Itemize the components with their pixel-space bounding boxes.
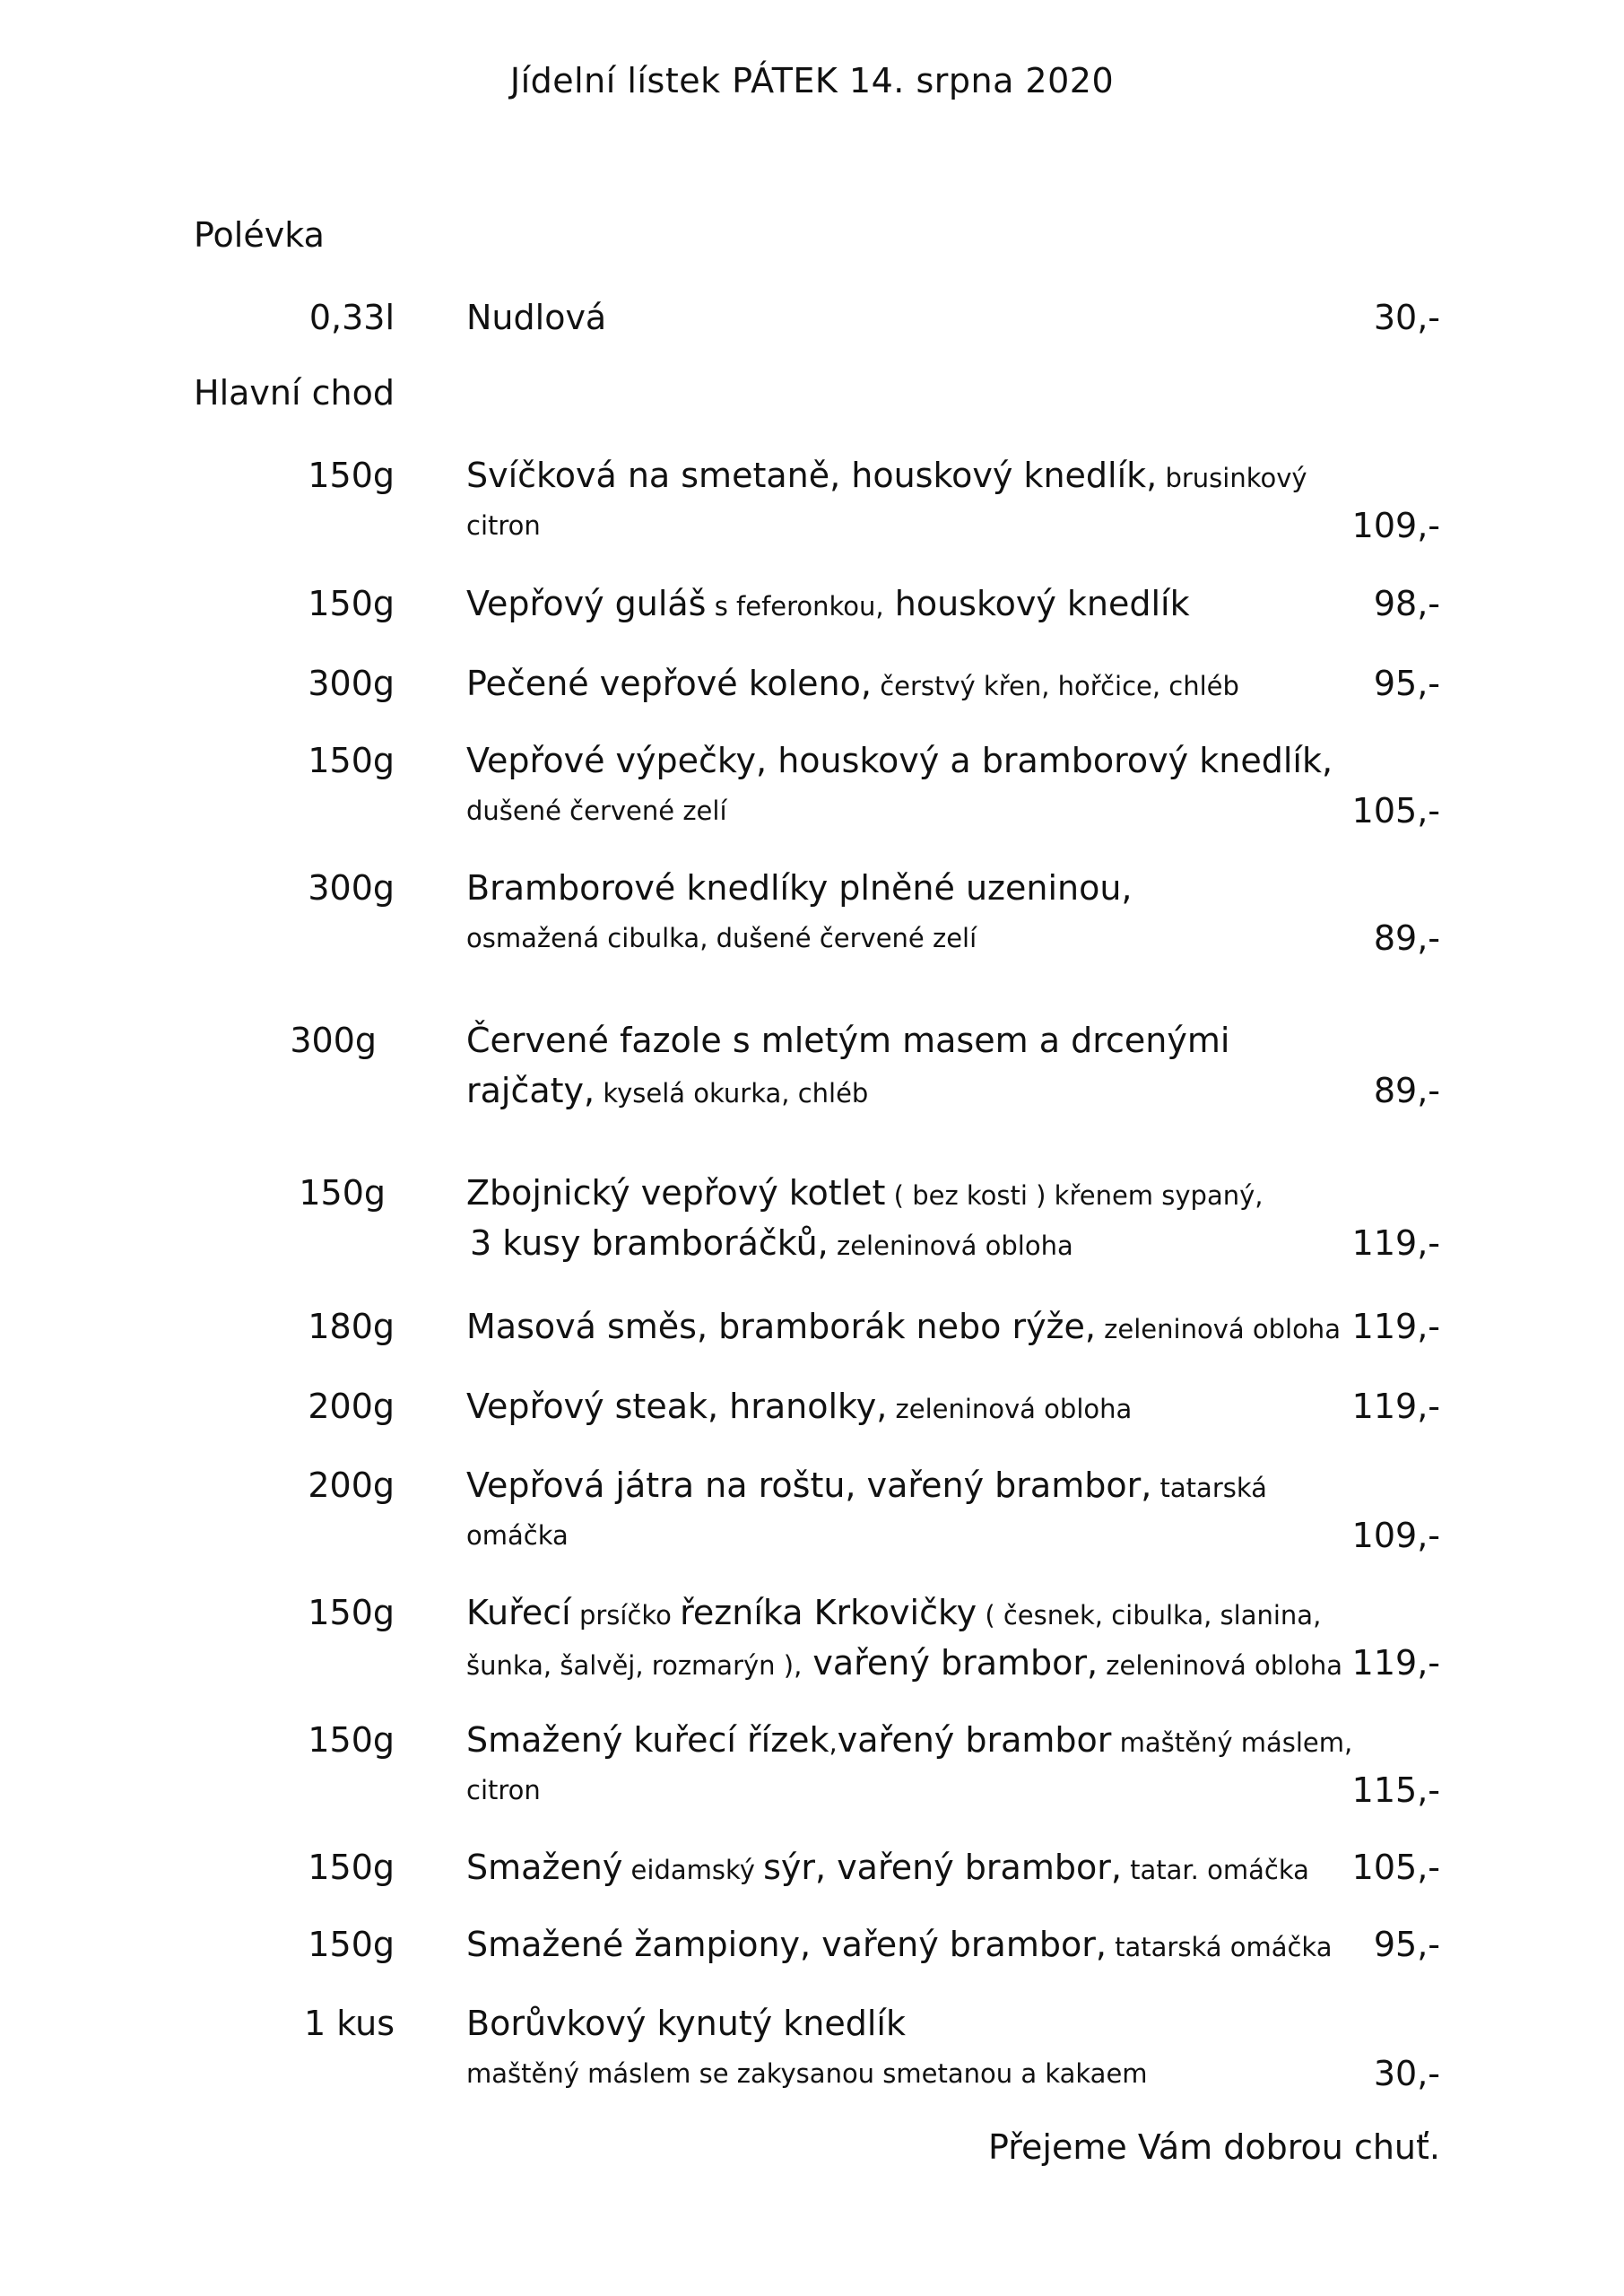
section-soup: Polévka — [194, 215, 325, 255]
item-name: Smažený eidamský sýr, vařený brambor, tatar. omáčka — [466, 1848, 1309, 1887]
item-description: citron — [466, 510, 541, 541]
closing-text: Přejeme Vám dobrou chuť. — [988, 2127, 1440, 2167]
item-qty: 1 kus — [304, 2004, 395, 2043]
item-name: Masová směs, bramborák nebo rýže, zeleninová obloha — [466, 1307, 1341, 1346]
section-main: Hlavní chod — [194, 373, 395, 413]
item-price: 109,- — [1351, 506, 1440, 545]
item-name: Nudlová — [466, 298, 607, 337]
item-qty: 300g — [308, 868, 395, 908]
item-qty: 0,33l — [308, 298, 395, 337]
item-name-cont: rajčaty, kyselá okurka, chléb — [466, 1071, 869, 1110]
item-price: 115,- — [1351, 1770, 1440, 1810]
item-price: 105,- — [1351, 1848, 1440, 1887]
item-name: Zbojnický vepřový kotlet ( bez kosti ) křenem sypaný, — [466, 1173, 1264, 1213]
item-description: citron — [466, 1775, 541, 1805]
item-name: Svíčková na smetaně, houskový knedlík, brusinkový — [466, 456, 1307, 495]
item-name: Vepřové výpečky, houskový a bramborový knedlík, — [466, 741, 1333, 780]
item-name: Vepřový guláš s feferonkou, houskový knedlík — [466, 584, 1190, 623]
item-qty: 300g — [308, 664, 395, 703]
item-name: Pečené vepřové koleno, čerstvý křen, hořčice, chléb — [466, 664, 1239, 703]
item-price: 109,- — [1351, 1516, 1440, 1555]
item-description: dušené červené zelí — [466, 796, 727, 826]
item-qty: 150g — [308, 1593, 395, 1632]
item-price: 119,- — [1351, 1643, 1440, 1683]
item-qty: 150g — [299, 1173, 386, 1213]
item-qty: 150g — [308, 584, 395, 623]
item-price: 89,- — [1373, 918, 1440, 958]
item-price: 30,- — [1373, 2054, 1440, 2093]
page-title: Jídelní lístek PÁTEK 14. srpna 2020 — [509, 61, 1115, 100]
item-qty: 150g — [308, 741, 395, 780]
item-name: Smažený kuřecí řízek,vařený brambor maštěný máslem, — [466, 1720, 1353, 1760]
item-qty: 150g — [308, 1848, 395, 1887]
item-price: 119,- — [1351, 1223, 1440, 1263]
item-qty: 200g — [308, 1465, 395, 1505]
item-price: 95,- — [1373, 664, 1440, 703]
item-qty: 150g — [308, 456, 395, 495]
item-price: 30,- — [1373, 298, 1440, 337]
item-qty: 150g — [308, 1720, 395, 1760]
item-description: maštěný máslem se zakysanou smetanou a kakaem — [466, 2058, 1148, 2089]
item-price: 119,- — [1351, 1307, 1440, 1346]
item-name: Vepřový steak, hranolky, zeleninová obloha — [466, 1387, 1133, 1426]
item-price: 95,- — [1373, 1925, 1440, 1964]
item-qty: 180g — [308, 1307, 395, 1346]
item-price: 89,- — [1373, 1071, 1440, 1110]
item-name: Červené fazole s mletým masem a drcenými — [466, 1021, 1230, 1060]
item-name: Vepřová játra na roštu, vařený brambor, tatarská — [466, 1465, 1267, 1505]
item-name: Bramborové knedlíky plněné uzeninou, — [466, 868, 1133, 908]
item-description: omáčka — [466, 1520, 569, 1551]
item-qty: 300g — [290, 1021, 377, 1060]
item-name: Kuřecí prsíčko řezníka Krkovičky ( česnek, cibulka, slanina, — [466, 1593, 1322, 1632]
item-price: 119,- — [1351, 1387, 1440, 1426]
item-name: Borůvkový kynutý knedlík — [466, 2004, 906, 2043]
item-name: Smažené žampiony, vařený brambor, tatarská omáčka — [466, 1925, 1333, 1964]
item-price: 105,- — [1351, 791, 1440, 831]
item-description: osmažená cibulka, dušené červené zelí — [466, 923, 977, 953]
item-description: šunka, šalvěj, rozmarýn ), vařený brambor, zeleninová obloha — [466, 1643, 1343, 1683]
item-qty: 150g — [308, 1925, 395, 1964]
item-qty: 200g — [308, 1387, 395, 1426]
item-price: 98,- — [1373, 584, 1440, 623]
item-name-cont: 3 kusy bramboráčků, zeleninová obloha — [470, 1223, 1073, 1263]
